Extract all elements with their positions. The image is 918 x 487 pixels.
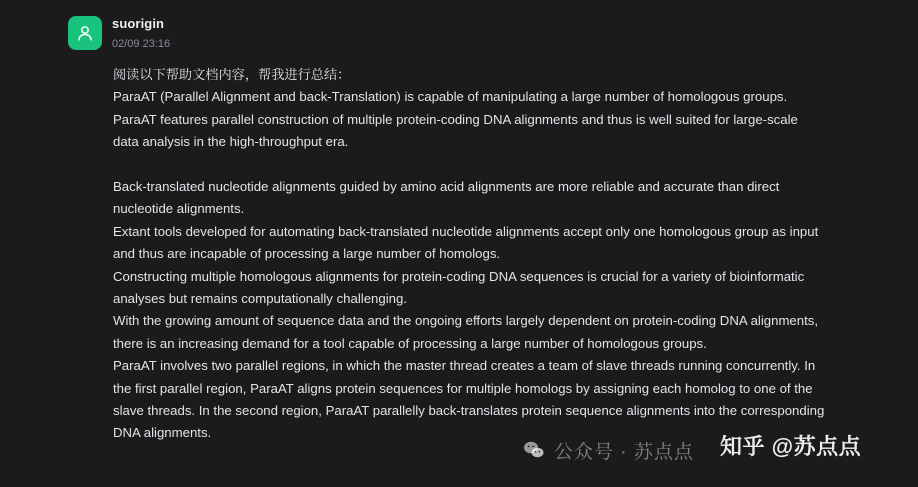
- message-line: Constructing multiple homologous alignments for protein-coding DNA sequences is crucial for a variety of bioinformatic analyses but remains computationally challenging.: [113, 268, 805, 307]
- user-icon: [76, 24, 94, 42]
- message-body: [113, 64, 825, 445]
- message-line: Back-translated nucleotide alignments guided by amino acid alignments are more reliable and accurate than direct nucleotide alignments.: [113, 179, 780, 217]
- user-avatar[interactable]: [68, 16, 102, 50]
- message-author: suorigin: [112, 16, 165, 31]
- message-timestamp: 02/09 23:16: [112, 38, 171, 50]
- message-line: ParaAT involves two parallel regions, in which the master thread creates a team of slave threads running concurrently. In the first parallel region, ParaAT aligns protein sequences for multiple homologs by assigning each homolog to one of the slave threads. In the second region, ParaAT parallelly back-translates protein sequence alignments into the corresponding DNA alignments.: [113, 358, 825, 441]
- message-line: With the growing amount of sequence data and the ongoing efforts largely dependent on protein-coding DNA alignments, there is an increasing demand for a tool capable of processing a large number of homologous groups.: [113, 313, 819, 351]
- message-line: 阅读以下帮助文档内容，帮我进行总结：: [113, 67, 351, 82]
- zhihu-watermark: 知乎 @苏点点: [720, 434, 862, 459]
- message-line: ParaAT (Parallel Alignment and back-Translation) is capable of manipulating a large number of homologous groups. ParaAT features parallel construction of multiple protein-coding DNA alignments and thus is well suited for large-scale data analysis in the high-throughput era.: [113, 89, 798, 150]
- message-line: Extant tools developed for automating back-translated nucleotide alignments accept only one homologous group as input and thus are incapable of processing a large number of homologs.: [113, 223, 819, 262]
- wechat-watermark-text: 公众号 · 苏点点: [554, 441, 694, 463]
- blank-line: [113, 154, 825, 176]
